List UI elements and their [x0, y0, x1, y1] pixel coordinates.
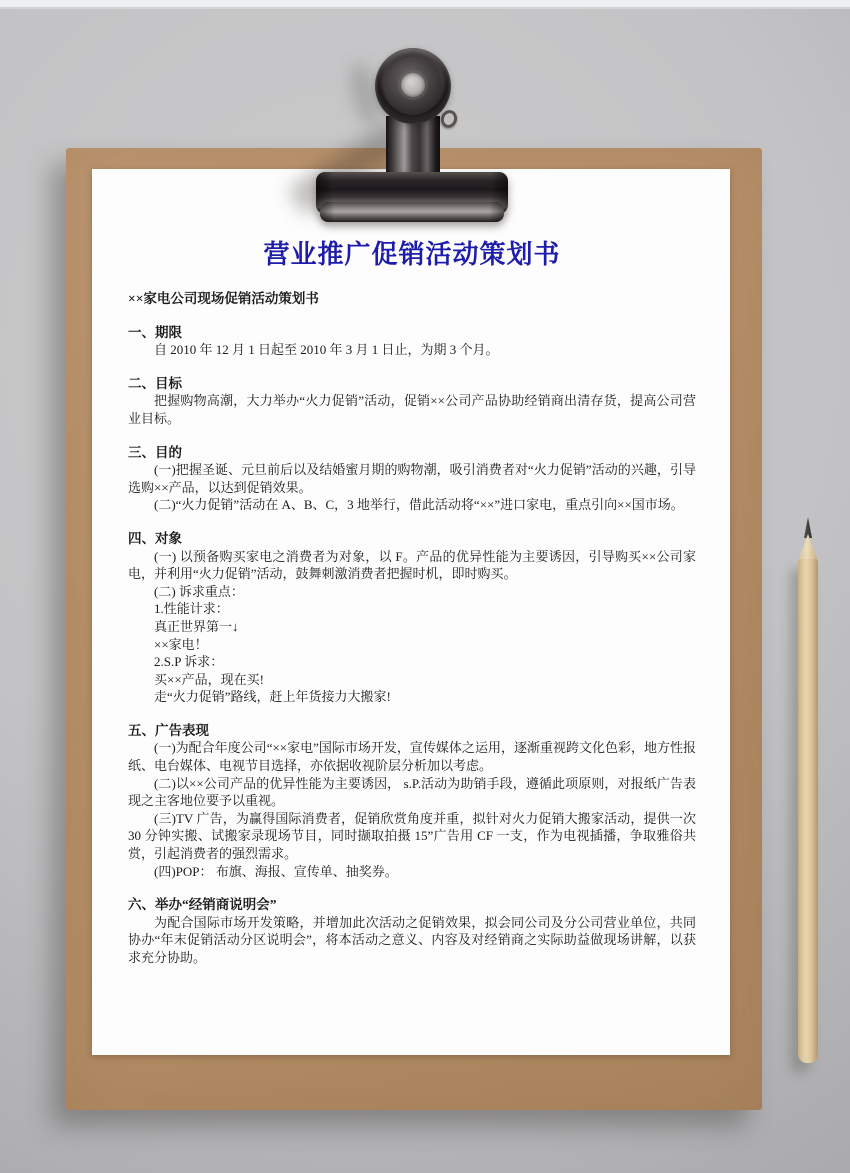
paragraph: (二) 诉求重点：: [154, 583, 244, 599]
clip-hole: [401, 73, 425, 97]
paragraph: 1.性能计求：: [154, 601, 229, 617]
document-section: [128, 530, 696, 706]
section-heading: 五、广告表现: [128, 722, 209, 738]
section-heading: 一、期限: [128, 324, 182, 340]
top-strip: [0, 0, 850, 9]
section-heading: 四、对象: [128, 530, 182, 546]
document-subtitle: ××家电公司现场促销活动策划书: [128, 291, 319, 306]
section-heading: 二、目标: [128, 375, 182, 391]
clip-lever: [439, 108, 460, 130]
paragraph: (三)TV 广告，为赢得国际消费者，促销欣赏角度并重，拟针对火力促销大搬家活动，提供一次 30 分钟实搬、试搬家录现场节目，同时撷取拍摄 15”广告用 CF 一支，作为电视插播，争取雅俗共赏，引起消费者的强烈需求。: [128, 810, 696, 862]
paragraph: 走“火力促销”路线，赶上年货接力大搬家!: [154, 689, 391, 705]
paragraph: (一)把握圣诞、元旦前后以及结婚蜜月期的购物潮，吸引消费者对“火力促销”活动的兴趣，引导选购××产品，以达到促销效果。: [128, 462, 696, 495]
paragraph: (二)以××公司产品的优异性能为主要诱因， s.P.活动为助销手段，遵循此项原则，对报纸广告表现之主客地位要予以重视。: [128, 775, 696, 809]
paragraph: 真正世界第一↓: [154, 618, 239, 634]
document-section: [128, 896, 696, 966]
document-section: [128, 324, 696, 359]
document-section: [128, 722, 696, 880]
document-section: [128, 375, 696, 428]
section-heading: 三、目的: [128, 444, 182, 460]
document: [92, 169, 730, 967]
paragraph: 自 2010 年 12 月 1 日起至 2010 年 3 月 1 日止，为期 3 个月。: [154, 342, 499, 358]
pencil-sharpened-cone: [798, 534, 818, 561]
paragraph: 2.S.P 诉求：: [154, 654, 224, 670]
paper-sheet: [92, 169, 730, 1055]
pencil-body: [798, 559, 818, 1063]
paragraph: ××家电！: [154, 636, 208, 652]
paragraph: 为配合国际市场开发策略，并增加此次活动之促销效果，拟会同公司及分公司营业单位，共同协办“年末促销活动分区说明会”，将本活动之意义、内容及对经销商之实际助益做现场讲解，以获求充分协助。: [128, 914, 696, 965]
document-title: 营业推广促销活动策划书: [263, 240, 561, 269]
paragraph: (一) 以预备购买家电之消费者为对象，以 F。产品的优异性能为主要诱因，引导购买××公司家电，并利用“火力促销”活动，鼓舞刺激消费者把握时机，即时购买。: [128, 548, 696, 582]
paragraph: (二)“火力促销”活动在 A、B、C，3 地举行，借此活动将“××”进口家电，重点引向××国市场。: [154, 497, 684, 513]
section-heading: 六、举办“经销商说明会”: [128, 897, 277, 913]
clip-ring: [375, 48, 451, 124]
clip-neck: [386, 116, 440, 178]
document-sections: [128, 324, 696, 967]
paragraph: 买××产品，现在买!: [154, 671, 264, 687]
document-section: [128, 444, 696, 514]
paragraph: (一)为配合年度公司“××家电”国际市场开发，宣传媒体之运用，逐渐重视跨文化色彩，地方性报纸、电台媒体、电视节目选择，亦依据收视阶层分析加以考虑。: [128, 740, 696, 774]
clip-clamp-lip: [320, 202, 504, 222]
paragraph: (四)POP： 布旗、海报、宣传单、抽奖券。: [154, 863, 398, 879]
paragraph: 把握购物高潮，大力举办“火力促销”活动，促销××公司产品协助经销商出清存货，提高公司营业目标。: [128, 393, 696, 426]
